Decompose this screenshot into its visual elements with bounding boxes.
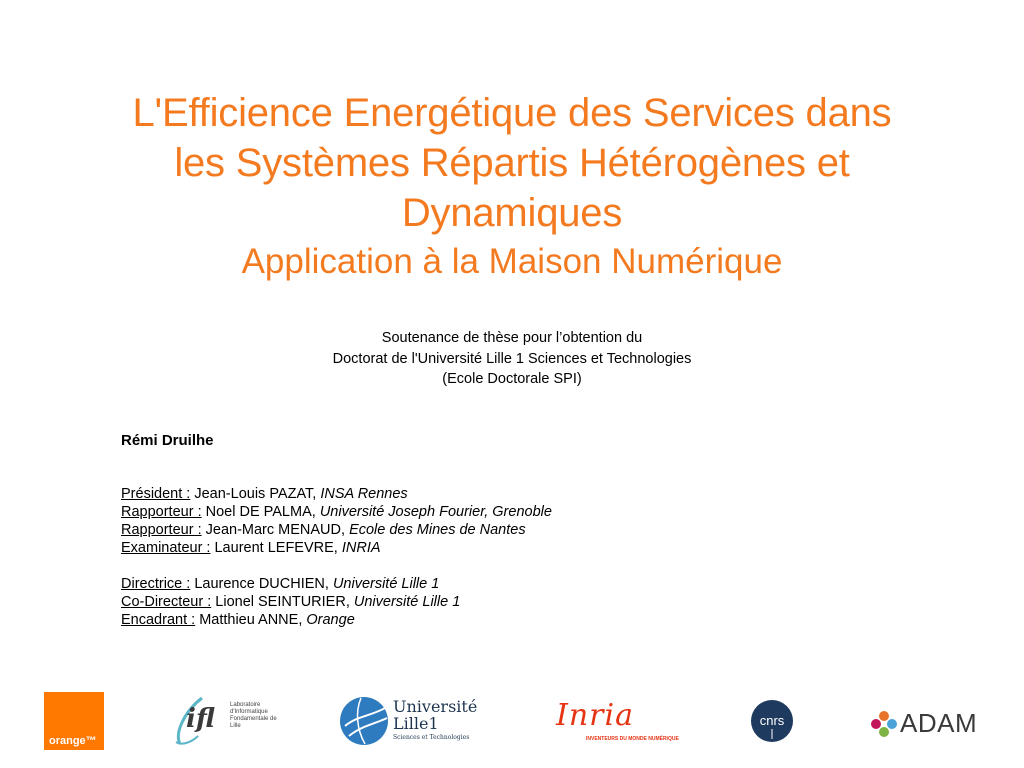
author-name: Rémi Druilhe xyxy=(121,432,214,449)
jury-role: Encadrant : xyxy=(121,612,196,628)
title-line-1: L'Efficience Energétique des Services dans xyxy=(132,91,892,135)
jury-row-examinateur xyxy=(121,539,552,557)
cnrs-emblem-icon xyxy=(750,699,794,743)
jury-institution: Université Lille 1 xyxy=(332,576,440,592)
jury-person: Jean-Marc MENAUD, xyxy=(201,522,350,538)
jury-person: Lionel SEINTURIER, xyxy=(211,594,354,610)
jury-person: Noel DE PALMA, xyxy=(201,504,320,520)
jury-role: Rapporteur : xyxy=(121,504,202,520)
lille1-line-2: Lille1 xyxy=(393,714,439,733)
jury-institution: Orange xyxy=(306,612,355,628)
inria-logo xyxy=(554,698,679,746)
lille1-name xyxy=(393,698,477,732)
slide-subtitle: Application à la Maison Numérique xyxy=(241,242,783,281)
orange-logo xyxy=(44,692,104,750)
ifl-logo xyxy=(172,692,282,750)
jury-institution: Ecole des Mines de Nantes xyxy=(349,522,526,538)
jury-person: Laurence DUCHIEN, xyxy=(190,576,333,592)
jury-person: Matthieu ANNE, xyxy=(195,612,307,628)
jury-role: Rapporteur : xyxy=(121,522,202,538)
lille1-subtitle: Sciences et Technologies xyxy=(393,734,470,741)
jury-person: Jean-Louis PAZAT, xyxy=(190,486,321,502)
supervisor-row-directrice xyxy=(121,575,552,593)
title-line-2: les Systèmes Répartis Hétérogènes et xyxy=(174,141,850,185)
inria-tagline: INVENTEURS DU MONDE NUMÉRIQUE xyxy=(586,736,679,742)
inria-wordmark: Inria xyxy=(556,698,634,733)
jury-institution: INRIA xyxy=(341,540,381,556)
jury-role: Examinateur : xyxy=(121,540,211,556)
adam-wordmark: ADAM xyxy=(900,708,978,738)
jury-row-rapporteur-2 xyxy=(121,521,552,539)
jury-row-president xyxy=(121,485,552,503)
defense-line-1: Soutenance de thèse pour l’obtention du xyxy=(381,330,643,346)
lille1-line-1: Université xyxy=(393,697,478,716)
slide-title xyxy=(40,88,984,284)
jury-spacer xyxy=(121,557,552,575)
jury-list xyxy=(121,485,552,629)
ifl-lab-text: Laboratoire d'Informatique Fondamentale de Lille xyxy=(230,702,277,729)
jury-institution: Université Joseph Fourier, Grenoble xyxy=(319,504,552,520)
jury-role: Co-Directeur : xyxy=(121,594,212,610)
defense-line-3: (Ecole Doctorale SPI) xyxy=(442,371,582,387)
jury-row-rapporteur-1 xyxy=(121,503,552,521)
adam-logo xyxy=(870,706,976,740)
cnrs-wordmark: cnrs xyxy=(759,713,785,728)
defense-line-2: Doctorat de l'Université Lille 1 Sciences et Technologies xyxy=(332,350,692,367)
jury-person: Laurent LEFEVRE, xyxy=(210,540,342,556)
supervisor-row-co-directeur xyxy=(121,593,552,611)
globe-icon xyxy=(339,696,389,746)
ifl-wordmark: ifl xyxy=(186,704,215,734)
defense-info xyxy=(112,328,912,390)
jury-institution: Université Lille 1 xyxy=(353,594,461,610)
cnrs-logo xyxy=(750,699,794,743)
supervisor-row-encadrant xyxy=(121,611,552,629)
lille1-logo xyxy=(339,694,489,748)
adam-flower-icon xyxy=(870,710,898,738)
jury-role: Président : xyxy=(121,486,191,502)
title-line-3: Dynamiques xyxy=(401,191,623,235)
jury-institution: INSA Rennes xyxy=(320,486,408,502)
jury-role: Directrice : xyxy=(121,576,191,592)
orange-logo-text: orange™ xyxy=(49,735,97,747)
